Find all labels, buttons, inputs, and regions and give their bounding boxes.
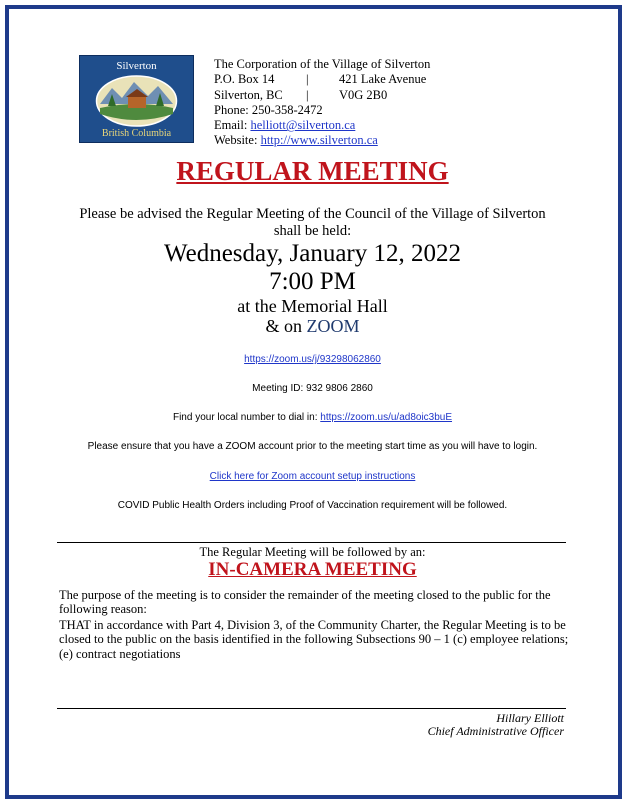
meeting-time: 7:00 PM [269, 268, 356, 295]
divider-bottom [57, 708, 566, 709]
postal-code: V0G 2B0 [339, 87, 388, 102]
website-label: Website: [214, 133, 261, 148]
street-address: 421 Lake Avenue [339, 72, 427, 87]
advisory-text [0, 206, 625, 240]
meeting-title: REGULAR MEETING [176, 156, 449, 186]
setup-link-line [0, 471, 625, 482]
address-line-2 [214, 88, 430, 103]
separator: | [306, 87, 309, 102]
zoom-meeting-link[interactable]: https://zoom.us/j/93298062860 [244, 354, 381, 365]
in-camera-title: IN-CAMERA MEETING [208, 559, 417, 580]
meeting-id: Meeting ID: 932 9806 2860 [252, 383, 373, 394]
logo-top-text: Silverton [116, 60, 157, 72]
that-clause-paragraph: THAT in accordance with Part 4, Division 3, of the Community Charter, the Regular Meeting is to be closed to the public on the basis identified in the following Subsections 90 – 1 (c) employee relations; (e) contract negotiations [59, 618, 569, 661]
email-label: Email: [214, 118, 251, 133]
advisory-line-2: shall be held: [273, 223, 352, 239]
local-number-link[interactable]: https://zoom.us/u/ad8oic3buE [320, 412, 453, 423]
purpose-paragraph: The purpose of the meeting is to consider the remainder of the meeting closed to the public for the following reason: [59, 588, 551, 617]
meeting-date: Wednesday, January 12, 2022 [164, 240, 461, 267]
local-number-line [0, 412, 625, 423]
separator: | [306, 72, 309, 87]
logo-emblem-icon [94, 74, 179, 128]
zoom-word: ZOOM [306, 316, 360, 336]
letterhead [214, 57, 430, 149]
city: Silverton, BC [214, 87, 283, 102]
followed-by-text: The Regular Meeting will be followed by an: [199, 545, 426, 559]
po-box: P.O. Box 14 [214, 72, 275, 87]
zoom-setup-link[interactable]: Click here for Zoom account setup instructions [209, 471, 416, 482]
zoom-link-line [0, 354, 625, 365]
phone: Phone: 250-358-2472 [214, 102, 323, 117]
covid-notice: COVID Public Health Orders including Proof of Vaccination requirement will be followed. [117, 500, 508, 511]
advisory-line-1: Please be advised the Regular Meeting of the Council of the Village of Silverton [79, 206, 546, 222]
signatory-title: Chief Administrative Officer [427, 724, 564, 738]
org-name: The Corporation of the Village of Silverton [214, 57, 431, 71]
signatory-name: Hillary Elliott [496, 711, 564, 725]
address-line-1 [214, 72, 430, 87]
zoom-line [0, 316, 625, 337]
email-line [214, 118, 430, 133]
village-logo [79, 55, 194, 143]
website-line [214, 133, 430, 148]
email-link[interactable]: helliott@silverton.ca [250, 118, 356, 133]
website-link[interactable]: http://www.silverton.ca [260, 133, 378, 148]
logo-bottom-text: British Columbia [101, 128, 172, 139]
local-number-label: Find your local number to dial in: [172, 412, 321, 423]
zoom-prefix: & on [265, 316, 307, 336]
zoom-account-notice: Please ensure that you have a ZOOM account prior to the meeting start time as you will have to login. [87, 441, 538, 452]
meeting-venue: at the Memorial Hall [237, 296, 388, 316]
divider-top [57, 542, 566, 543]
